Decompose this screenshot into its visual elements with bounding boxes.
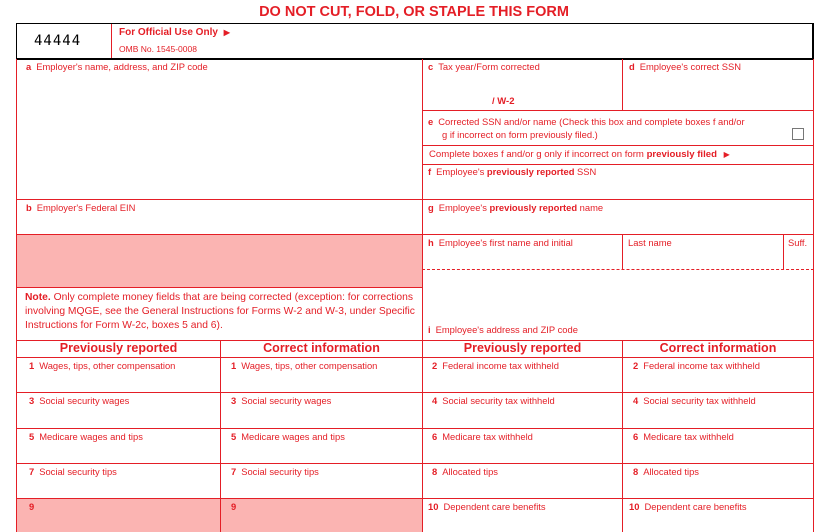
box-letter: i — [428, 324, 431, 335]
label-text: Social security wages — [39, 395, 130, 406]
box-letter: e — [428, 116, 434, 127]
box-label[interactable] — [231, 501, 241, 512]
label-text: Medicare tax withheld — [442, 431, 533, 442]
label-text: SSN — [574, 166, 597, 177]
label-text: Federal income tax withheld — [442, 360, 559, 371]
last-name-field[interactable] — [624, 249, 782, 268]
box-number: 5 — [29, 431, 35, 442]
previous-ssn-field[interactable] — [424, 179, 812, 198]
box-letter: a — [26, 61, 32, 72]
box-number: 1 — [231, 360, 237, 371]
box-label[interactable] — [231, 360, 377, 371]
box-e-label — [428, 116, 745, 141]
box-letter: d — [629, 61, 635, 72]
box-label[interactable] — [29, 431, 143, 442]
box-f-label — [428, 166, 596, 177]
label-text: Social security tips — [241, 466, 319, 477]
box-b-label — [26, 202, 135, 213]
official-use-text: For Official Use Only — [119, 27, 218, 38]
grid-line — [16, 199, 814, 200]
label-text: Employee's — [436, 166, 487, 177]
box-number: 7 — [29, 466, 35, 477]
grid-line — [16, 59, 17, 532]
label-text: Employee's — [438, 202, 490, 213]
label-text: Corrected SSN and/or name (Check this box and complete boxes f and/or — [438, 116, 745, 127]
box-letter: b — [26, 202, 32, 213]
box-letter: c — [428, 61, 434, 72]
box-label[interactable] — [231, 431, 345, 442]
box-label[interactable] — [29, 360, 175, 371]
col-header-correct-left: Correct information — [263, 341, 380, 355]
box-number: 9 — [231, 501, 237, 512]
note-bold: Note. — [25, 292, 51, 303]
label-text: Employee's address and ZIP code — [435, 324, 578, 335]
col-header-correct-right: Correct information — [659, 341, 777, 355]
grid-line — [422, 145, 814, 146]
shaded-area — [17, 235, 422, 287]
grid-line — [16, 357, 814, 358]
box-number: 3 — [231, 395, 237, 406]
label-text: Employer's Federal EIN — [36, 202, 136, 213]
label-text: g if incorrect on form previously filed.) — [442, 128, 598, 140]
box-label[interactable] — [633, 360, 760, 371]
label-text: Social security wages — [241, 395, 332, 406]
first-name-field[interactable] — [424, 249, 620, 268]
box-letter: g — [428, 202, 434, 213]
dashed-line — [422, 269, 814, 270]
box-number: 8 — [432, 466, 438, 477]
grid-line — [422, 164, 814, 165]
last-name-label: Last name — [628, 237, 672, 248]
grid-line — [422, 59, 423, 532]
label-text: Employee's first name and initial — [438, 237, 573, 248]
previous-name-field[interactable] — [424, 214, 812, 233]
box-number: 10 — [629, 501, 640, 512]
label-text: Dependent care benefits — [644, 501, 747, 512]
box-number: 6 — [432, 431, 438, 442]
corrected-ssn-checkbox[interactable] — [792, 128, 804, 140]
tax-year-field[interactable] — [424, 74, 484, 108]
box-label[interactable] — [432, 395, 555, 406]
note-text: Complete boxes f and/or g only if incorrect on form — [429, 149, 647, 160]
label-text: Federal income tax withheld — [643, 360, 760, 371]
box-number: 4 — [633, 395, 639, 406]
grid-line — [16, 428, 814, 429]
box-number: 9 — [29, 501, 35, 512]
grid-line — [622, 340, 623, 532]
grid-line — [16, 59, 814, 60]
box-label[interactable] — [428, 501, 546, 512]
label-text: Employee's correct SSN — [639, 61, 742, 72]
grid-line — [16, 287, 422, 288]
arrow-right-icon: ▶ — [223, 28, 230, 37]
box-g-label — [428, 202, 603, 213]
label-text: Medicare wages and tips — [39, 431, 143, 442]
label-text: Allocated tips — [442, 466, 498, 477]
box-c-label — [428, 61, 540, 72]
box-label[interactable] — [231, 395, 331, 406]
box-label[interactable] — [629, 501, 747, 512]
box-label[interactable] — [432, 360, 559, 371]
box-number: 5 — [231, 431, 237, 442]
label-text: Tax year/Form corrected — [438, 61, 540, 72]
employer-name-field[interactable] — [18, 74, 420, 198]
arrow-right-icon: ▶ — [723, 150, 730, 159]
box-9-previous-shaded — [17, 499, 220, 532]
box-label[interactable] — [29, 466, 117, 477]
complete-boxes-note — [429, 149, 730, 160]
col-header-previous-left: Previously reported — [59, 341, 178, 355]
box-label[interactable] — [432, 466, 498, 477]
correct-ssn-field[interactable] — [624, 74, 812, 108]
note-text: Only complete money fields that are being corrected (exception: for corrections involving MQGE, see the General Instructions for Forms W-2 and W-3, under Specific Instructions for Form W-2c, boxes 5 and 6). — [25, 292, 415, 331]
label-text: name — [577, 202, 604, 213]
label-text: Dependent care benefits — [443, 501, 546, 512]
label-text: Social security tax withheld — [643, 395, 756, 406]
grid-line — [16, 463, 814, 464]
box-h-label — [428, 237, 573, 248]
label-text: Allocated tips — [643, 466, 699, 477]
col-header-previous-right: Previously reported — [463, 341, 582, 355]
box-d-label — [629, 61, 741, 72]
label-text: Wages, tips, other compensation — [39, 360, 176, 371]
box-letter: h — [428, 237, 434, 248]
box-number: 3 — [29, 395, 35, 406]
note-bold: previously filed — [646, 149, 717, 160]
grid-line — [422, 110, 814, 111]
grid-line — [622, 59, 623, 110]
note-paragraph — [25, 291, 420, 333]
box-label[interactable] — [29, 395, 129, 406]
box-number: 2 — [633, 360, 639, 371]
label-text: Wages, tips, other compensation — [241, 360, 378, 371]
label-text: Social security tax withheld — [442, 395, 555, 406]
label-bold: previously reported — [486, 166, 575, 177]
box-a-label — [26, 61, 208, 72]
box-label[interactable] — [633, 431, 734, 442]
suffix-field[interactable] — [785, 249, 812, 268]
box-number: 8 — [633, 466, 639, 477]
employer-ein-field[interactable] — [18, 214, 420, 233]
label-text: Medicare tax withheld — [643, 431, 734, 442]
box-letter: f — [428, 166, 432, 177]
box-number: 2 — [432, 360, 438, 371]
box-9-correct-shaded — [221, 499, 422, 532]
label-text: Medicare wages and tips — [241, 431, 345, 442]
box-label[interactable] — [633, 395, 756, 406]
omb-number: OMB No. 1545-0008 — [119, 44, 197, 54]
box-number: 10 — [428, 501, 439, 512]
top-warning: DO NOT CUT, FOLD, OR STAPLE THIS FORM — [259, 4, 569, 20]
box-label[interactable] — [633, 466, 699, 477]
box-label[interactable] — [29, 501, 39, 512]
grid-line — [16, 392, 814, 393]
control-number: 44444 — [34, 33, 82, 49]
grid-line — [813, 59, 814, 532]
official-use-label — [119, 27, 230, 38]
address-field[interactable] — [424, 272, 812, 322]
box-number: 1 — [29, 360, 35, 371]
label-text: Social security tips — [39, 466, 117, 477]
box-number: 4 — [432, 395, 438, 406]
box-label[interactable] — [231, 466, 319, 477]
box-number: 7 — [231, 466, 237, 477]
label-bold: previously reported — [489, 202, 578, 213]
form-corrected-w2: / W-2 — [492, 96, 515, 107]
suffix-label: Suff. — [788, 237, 808, 248]
box-number: 6 — [633, 431, 639, 442]
grid-line — [622, 234, 623, 270]
box-i-label — [428, 324, 578, 335]
grid-line — [783, 234, 784, 270]
label-text: Employer's name, address, and ZIP code — [36, 61, 208, 72]
box-label[interactable] — [432, 431, 533, 442]
